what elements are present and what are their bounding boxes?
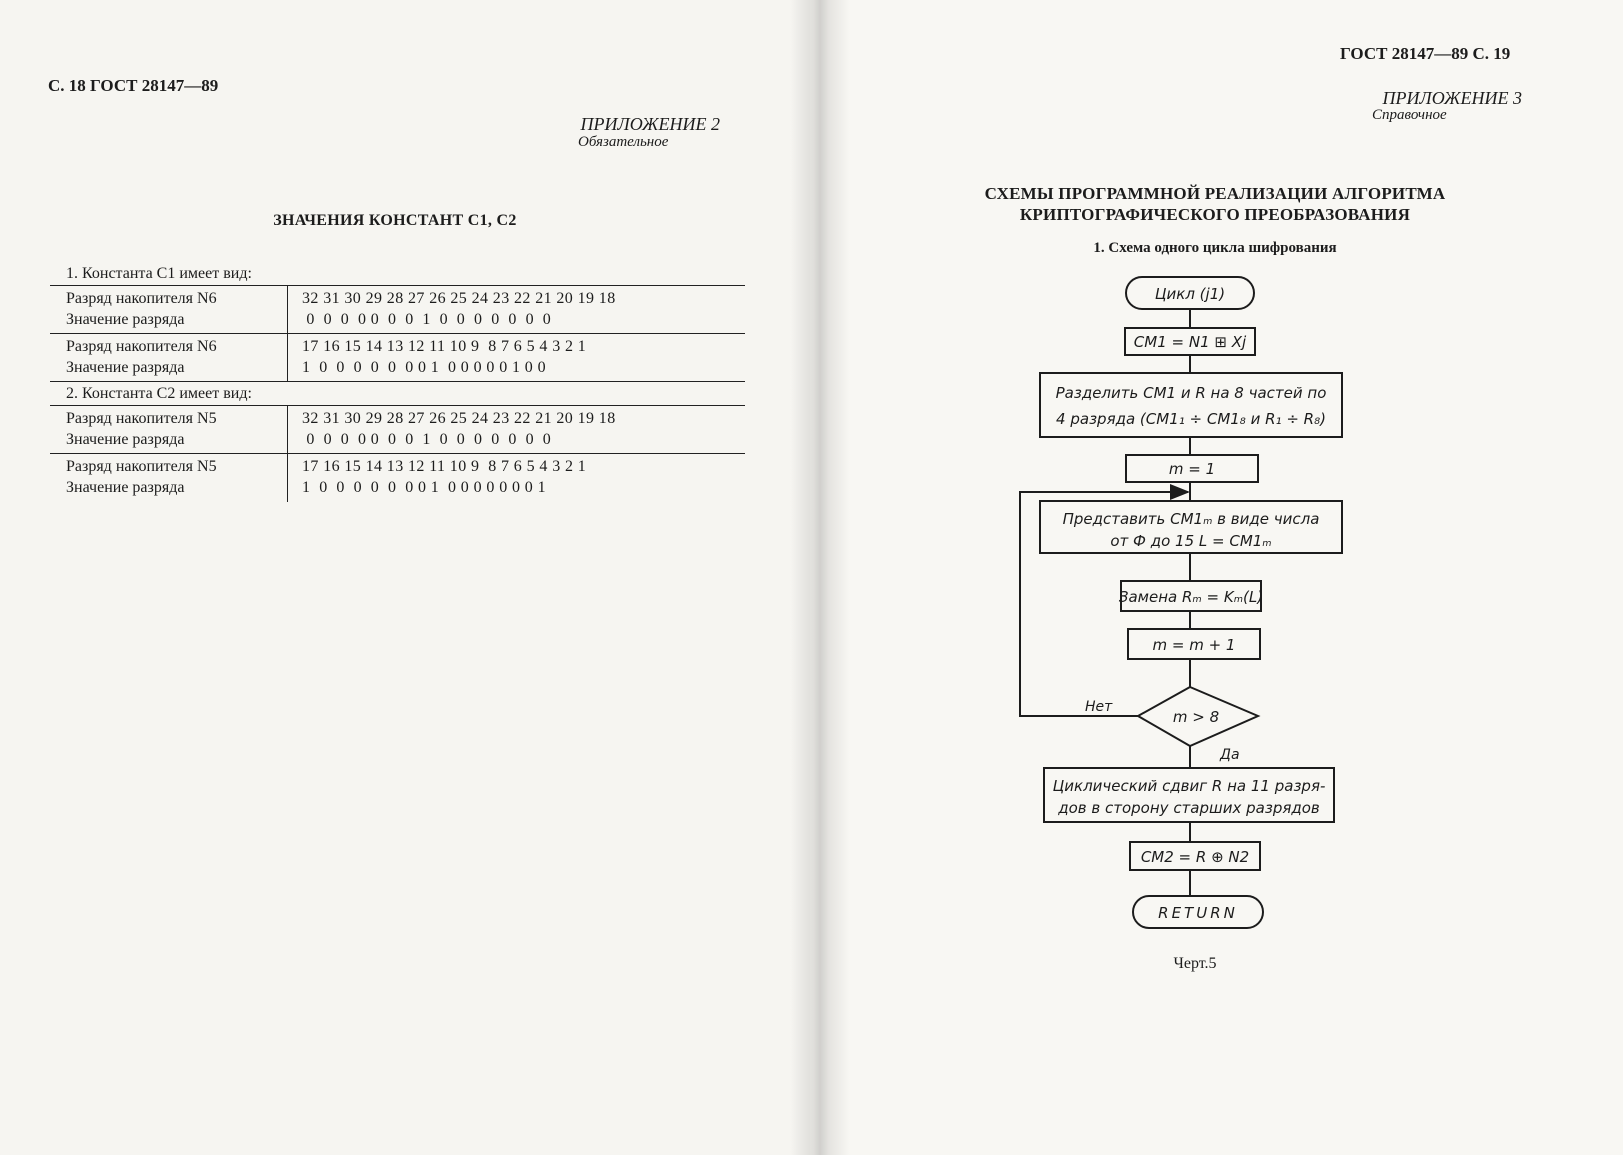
- left-appendix-sub: Обязательное: [578, 134, 669, 150]
- bit-numbers: 32 31 30 29 28 27 26 25 24 23 22 21 20 19 18: [302, 410, 616, 427]
- constant-c2-row-low: [50, 454, 745, 502]
- row-label: Разряд накопителя N5: [66, 458, 217, 475]
- left-appendix-label: ПРИЛОЖЕНИЕ 2: [580, 114, 720, 134]
- book-gutter: [790, 0, 850, 1155]
- decision-label: m > 8: [1172, 708, 1220, 726]
- right-page-subtitle: 1. Схема одного цикла шифрования: [1093, 240, 1337, 256]
- bit-values: 1 0 0 0 0 0 0 0 1 0 0 0 0 0 0 0 1: [302, 479, 546, 496]
- title-line-1: СХЕМЫ ПРОГРАММНОЙ РЕАЛИЗАЦИИ АЛГОРИТМА: [984, 184, 1446, 203]
- bit-values: 0 0 0 0 0 0 0 1 0 0 0 0 0 0 0: [302, 431, 552, 448]
- bit-numbers: 32 31 30 29 28 27 26 25 24 23 22 21 20 19 18: [302, 290, 616, 307]
- constant-c1-row-low: [50, 334, 745, 382]
- bit-numbers: 17 16 15 14 13 12 11 10 9 8 7 6 5 4 3 2 1: [302, 338, 587, 355]
- end-label: RETURN: [1158, 904, 1238, 922]
- left-page-header: С. 18 ГОСТ 28147—89: [48, 76, 219, 95]
- no-branch-label: Нет: [1085, 699, 1113, 715]
- step2-label-line1: Разделить CM1 и R на 8 частей по: [1055, 384, 1327, 402]
- right-appendix-label: ПРИЛОЖЕНИЕ 3: [1382, 88, 1522, 108]
- step1-label: CM1 = N1 ⊞ Xj: [1133, 333, 1247, 351]
- row-label: Значение разряда: [66, 311, 185, 328]
- column-divider: [287, 406, 288, 454]
- constant-c1-row-high: [50, 286, 745, 334]
- row-label: Разряд накопителя N6: [66, 338, 217, 355]
- row-label: Разряд накопителя N5: [66, 410, 217, 427]
- figure-caption: Черт.5: [1173, 955, 1217, 972]
- right-page: [810, 0, 1623, 1155]
- constant-c1-heading: 1. Константа С1 имеет вид:: [50, 262, 745, 286]
- right-appendix-sub: Справочное: [1372, 107, 1447, 123]
- row-label: Разряд накопителя N6: [66, 290, 217, 307]
- row-label: Значение разряда: [66, 431, 185, 448]
- right-page-header: ГОСТ 28147—89 С. 19: [1340, 44, 1511, 63]
- start-label: Цикл (j1): [1154, 285, 1226, 303]
- left-page-title: ЗНАЧЕНИЯ КОНСТАНТ С1, С2: [273, 212, 517, 229]
- bit-values: 1 0 0 0 0 0 0 0 1 0 0 0 0 0 1 0 0: [302, 359, 546, 376]
- step8-label: CM2 = R ⊕ N2: [1140, 848, 1250, 866]
- step4-label-line2: от Ф до 15 L = CM1ₘ: [1110, 532, 1272, 550]
- step7-label-line1: Циклический сдвиг R на 11 разря-: [1052, 777, 1326, 795]
- row-label: Значение разряда: [66, 359, 185, 376]
- constant-c2-heading: 2. Константа С2 имеет вид:: [50, 382, 745, 406]
- bit-numbers: 17 16 15 14 13 12 11 10 9 8 7 6 5 4 3 2 1: [302, 458, 587, 475]
- row-label: Значение разряда: [66, 479, 185, 496]
- step2-label-line2: 4 разряда (CM1₁ ÷ CM1₈ и R₁ ÷ R₈): [1056, 410, 1326, 428]
- step5-label: Замена Rₘ = Kₘ(L): [1118, 588, 1264, 606]
- step3-label: m = 1: [1168, 460, 1216, 478]
- column-divider: [287, 334, 288, 382]
- step4-label-line1: Представить CM1ₘ в виде числа: [1062, 510, 1320, 528]
- column-divider: [287, 286, 288, 334]
- step7-label-line2: дов в сторону старших разрядов: [1058, 799, 1320, 817]
- title-line-2: КРИПТОГРАФИЧЕСКОГО ПРЕОБРАЗОВАНИЯ: [1019, 205, 1411, 224]
- constant-c2-row-high: [50, 406, 745, 454]
- encryption-cycle-flowchart: [810, 0, 1623, 1155]
- column-divider: [287, 454, 288, 502]
- bit-values: 0 0 0 0 0 0 0 1 0 0 0 0 0 0 0: [302, 311, 552, 328]
- left-page: [0, 0, 810, 1155]
- step6-label: m = m + 1: [1152, 636, 1236, 654]
- yes-branch-label: Да: [1220, 747, 1240, 763]
- constants-table: [50, 262, 745, 502]
